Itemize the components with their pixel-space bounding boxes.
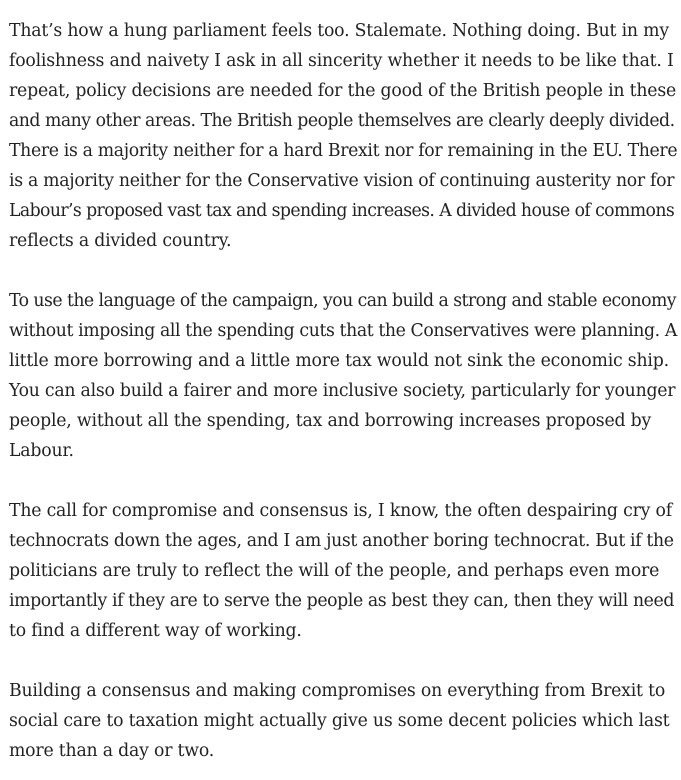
paragraph-line: without imposing all the spending cuts that the Conservatives were planning. A bbox=[9, 321, 677, 341]
paragraph-line: reflects a divided country. bbox=[9, 231, 232, 251]
paragraph-line: to find a different way of working. bbox=[9, 621, 302, 641]
paragraph-2 bbox=[9, 286, 677, 466]
paragraph-4 bbox=[9, 676, 677, 766]
paragraph-line: That’s how a hung parliament feels too. Stalemate. Nothing doing. But in my bbox=[9, 21, 669, 41]
paragraph-line: little more borrowing and a little more tax would not sink the economic ship. bbox=[9, 351, 669, 371]
paragraph-line: There is a majority neither for a hard Brexit nor for remaining in the EU. There bbox=[9, 141, 678, 161]
paragraph-line: technocrats down the ages, and I am just another boring technocrat. But if the bbox=[9, 531, 674, 551]
paragraph-line: Labour. bbox=[9, 441, 74, 461]
paragraph-line: and many other areas. The British people themselves are clearly deeply divided. bbox=[9, 111, 675, 131]
paragraph-line: foolishness and naivety I ask in all sincerity whether it needs to be like that. I bbox=[9, 51, 674, 71]
paragraph-line: social care to taxation might actually give us some decent policies which last bbox=[9, 711, 670, 731]
paragraph-spacer bbox=[9, 256, 677, 286]
paragraph-line: To use the language of the campaign, you can build a strong and stable economy bbox=[9, 291, 677, 311]
paragraph-line: Labour’s proposed vast tax and spending increases. A divided house of commons bbox=[9, 201, 675, 221]
paragraph-line: The call for compromise and consensus is, I know, the often despairing cry of bbox=[9, 501, 672, 521]
paragraph-line: You can also build a fairer and more inclusive society, particularly for younger bbox=[9, 381, 676, 401]
paragraph-spacer bbox=[9, 466, 677, 496]
paragraph-line: repeat, policy decisions are needed for the good of the British people in these bbox=[9, 81, 677, 101]
paragraph-spacer bbox=[9, 646, 677, 676]
paragraph-line: is a majority neither for the Conservative vision of continuing austerity nor for bbox=[9, 171, 675, 191]
paragraph-line: more than a day or two. bbox=[9, 741, 215, 761]
paragraph-line: Building a consensus and making compromises on everything from Brexit to bbox=[9, 681, 666, 701]
paragraph-3 bbox=[9, 496, 677, 646]
article-body bbox=[9, 16, 677, 766]
paragraph-line: politicians are truly to reflect the will of the people, and perhaps even more bbox=[9, 561, 660, 581]
paragraph-line: importantly if they are to serve the people as best they can, then they will need bbox=[9, 591, 674, 611]
paragraph-1 bbox=[9, 16, 677, 256]
paragraph-line: people, without all the spending, tax and borrowing increases proposed by bbox=[9, 411, 652, 431]
